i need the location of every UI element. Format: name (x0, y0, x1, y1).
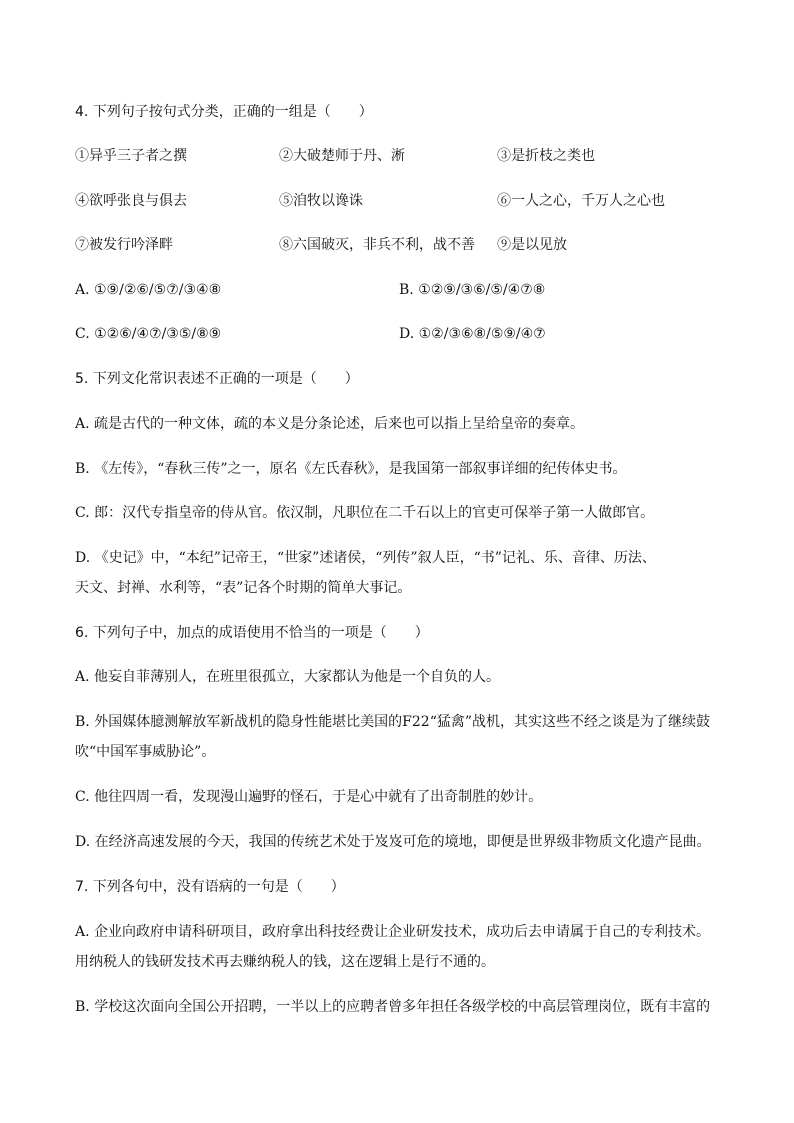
q6-option-a: A. 他妄自菲薄别人，在班里很孤立，大家都认为他是一个自负的人。 (75, 669, 501, 685)
q6-option-b-line-1: B. 外国媒体臆测解放军新战机的隐身性能堪比美国的F22“猛禽”战机，其实这些不经之谈是为了继续鼓 (75, 714, 711, 730)
q6-option-b-line-2: 吹“中国军事威胁论”。 (75, 744, 216, 760)
q5-option-b: B. 《左传》，“春秋三传”之一，原名《左氏春秋》，是我国第一部叙事详细的纪传体史书。 (75, 461, 627, 477)
q4-item-2: ②大破楚师于丹、淅 (279, 148, 405, 164)
q4-item-6: ⑥一人之心，千万人之心也 (497, 193, 665, 209)
q7-option-a-line-1: A. 企业向政府申请科研项目，政府拿出科技经费让企业研发技术，成功后去申请属于自己的专利技术。 (75, 924, 711, 940)
q4-item-8: ⑧六国破灭，非兵不利，战不善 (279, 237, 475, 253)
q4-item-5: ⑤洎牧以谗诛 (279, 193, 363, 209)
q5-option-c: C. 郎：汉代专指皇帝的侍从官。依汉制，凡职位在二千石以上的官吏可保举子第一人做郎官。 (75, 505, 655, 521)
q4-item-7: ⑦被发行吟泽畔 (75, 237, 173, 253)
q5-option-d-line-1: D. 《史记》中，“本纪”记帝王，“世家”述诸侯，“列传”叙人臣，“书”记礼、乐、音律、历法、 (75, 550, 656, 566)
q4-option-a: A. ①⑨/②⑥/⑤⑦/③④⑧ (75, 282, 222, 298)
q7-option-a-line-2: 用纳税人的钱研发技术再去赚纳税人的钱，这在逻辑上是行不通的。 (75, 954, 495, 970)
question-4-stem: 4. 下列句子按句式分类，正确的一组是（ ） (75, 104, 373, 120)
q7-option-b: B. 学校这次面向全国公开招聘，一半以上的应聘者曾多年担任各级学校的中高层管理岗位，既有丰富的 (75, 999, 711, 1015)
q4-item-3: ③是折枝之类也 (497, 148, 595, 164)
q6-option-c: C. 他往四周一看，发现漫山遍野的怪石，于是心中就有了出奇制胜的妙计。 (75, 789, 543, 805)
question-5-stem: 5. 下列文化常识表述不正确的一项是（ ） (75, 371, 359, 387)
q4-option-b: B. ①②⑨/③⑥/⑤/④⑦⑧ (399, 282, 546, 298)
q6-option-d: D. 在经济高速发展的今天，我国的传统艺术处于岌岌可危的境地，即便是世界级非物质文化遗产昆曲。 (75, 834, 711, 850)
q4-item-9: ⑨是以见放 (497, 237, 567, 253)
q4-option-d: D. ①②/③⑥⑧/⑤⑨/④⑦ (399, 326, 546, 342)
q4-item-4: ④欲呼张良与俱去 (75, 193, 187, 209)
q4-item-1: ①异乎三子者之撰 (75, 148, 187, 164)
question-6-stem: 6. 下列句子中，加点的成语使用不恰当的一项是（ ） (75, 625, 429, 641)
question-7-stem: 7. 下列各句中，没有语病的一句是（ ） (75, 879, 345, 895)
q5-option-d-line-2: 天文、封禅、水利等，“表”记各个时期的简单大事记。 (75, 580, 412, 596)
q4-option-c: C. ①②⑥/④⑦/③⑤/⑧⑨ (75, 326, 222, 342)
q5-option-a: A. 疏是古代的一种文体，疏的本义是分条论述，后来也可以指上呈给皇帝的奏章。 (75, 416, 585, 432)
